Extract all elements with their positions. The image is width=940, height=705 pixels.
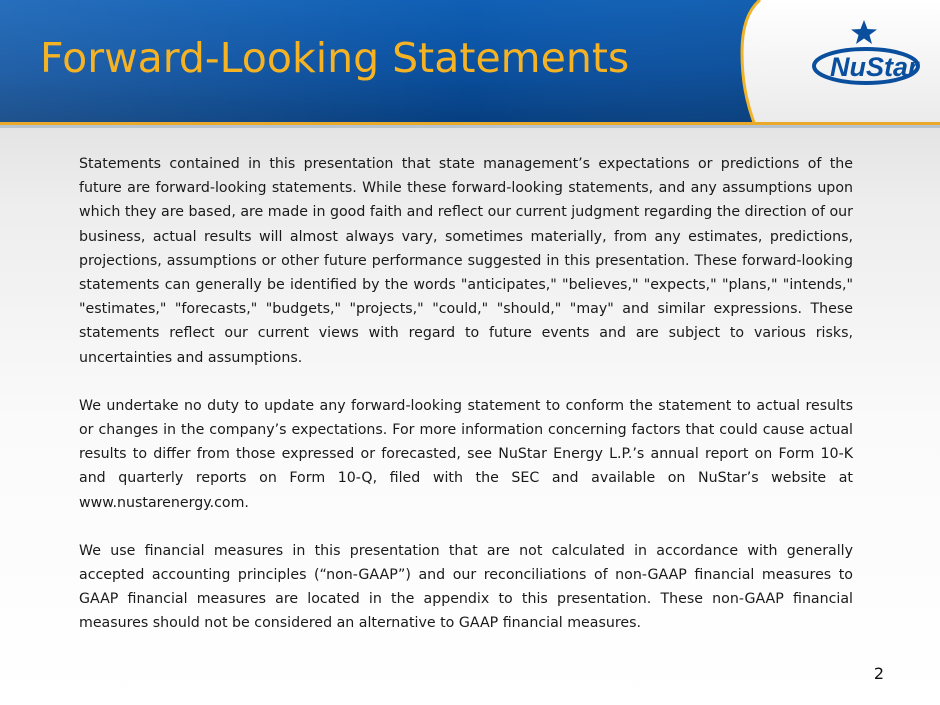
slide-body (79, 152, 853, 660)
svg-text:NuStar: NuStar (830, 52, 919, 82)
nustar-logo-icon (810, 14, 928, 90)
slide-title: Forward-Looking Statements (40, 34, 630, 82)
paragraph-no-duty: We undertake no duty to update any forward-looking statement to conform the statement to actual results or changes in the company’s expectations. For more information concerning factors that could cause actual results to differ from those expressed or forecasted, see NuStar Energy L.P.’s annual report on Form 10-K and quarterly reports on Form 10-Q, filed with the SEC and available on NuStar’s website at www.nustarenergy.com. (79, 397, 853, 511)
page-number: 2 (873, 664, 884, 683)
paragraph-forward-looking: Statements contained in this presentation that state management’s expectations or predictions of the future are forward-looking statements. While these forward-looking statements, and any assumptions upon which they are based, are made in good faith and reflect our current judgment regarding the direction of our business, actual results will almost always vary, sometimes materially, from any estimates, predictions, projections, assumptions or other future performance suggested in this presentation. These forward-looking statements can generally be identified by the words "anticipates," "believes," "expects," "plans," "intends," "estimates," "forecasts," "budgets," "projects," "could," "should," "may" and similar expressions. These statements reflect our current views with regard to future events and are subject to various risks, uncertainties and assumptions. (79, 156, 853, 366)
paragraph-non-gaap: We use financial measures in this presentation that are not calculated in accordance with generally accepted accounting principles (“non-GAAP”) and our reconciliations of non-GAAP financial measures to GAAP financial measures are located in the appendix to this presentation. These non-GAAP financial measures should not be considered an alternative to GAAP financial measures. (79, 542, 853, 632)
nustar-logo (810, 14, 928, 90)
